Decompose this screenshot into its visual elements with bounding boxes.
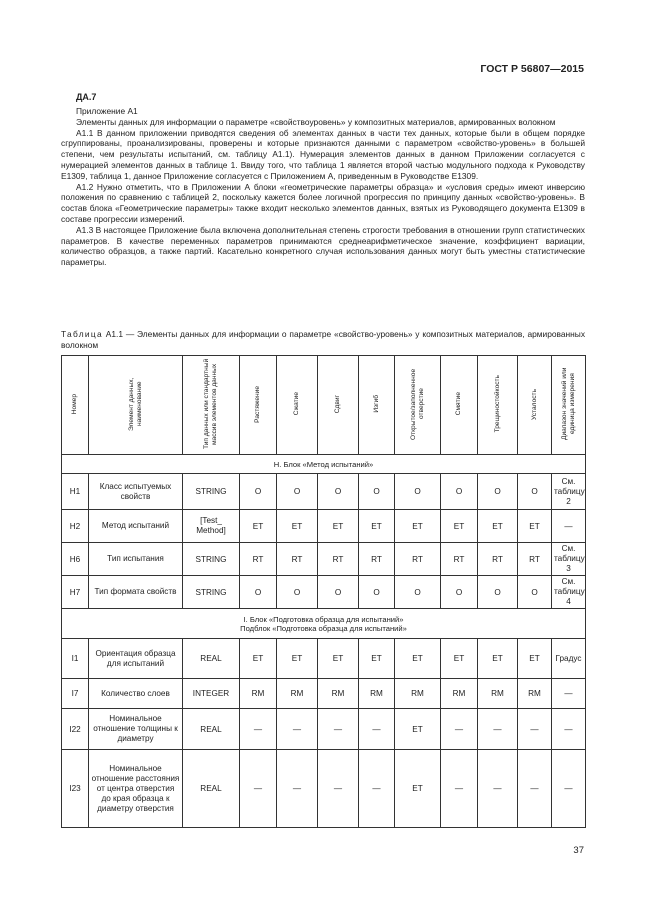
row-value: O bbox=[240, 576, 277, 609]
table-row bbox=[62, 709, 586, 750]
col-header-shear: Сдвиг bbox=[318, 356, 359, 455]
table-row bbox=[62, 543, 586, 576]
row-value: — bbox=[277, 709, 318, 750]
row-value: O bbox=[277, 576, 318, 609]
row-data-type: INTEGER bbox=[183, 679, 240, 709]
row-element-name: Тип формата свойств bbox=[89, 576, 183, 609]
row-value: RM bbox=[318, 679, 359, 709]
block-i-line2: Подблок «Подготовка образца для испытаний» bbox=[240, 623, 407, 633]
row-element-name: Номинальное отношение толщины к диаметру bbox=[89, 709, 183, 750]
table-caption bbox=[61, 329, 585, 350]
row-value: RT bbox=[318, 543, 359, 576]
row-value: ET bbox=[478, 639, 518, 679]
row-number: I1 bbox=[62, 639, 89, 679]
row-value: ET bbox=[318, 510, 359, 543]
row-value: RM bbox=[359, 679, 395, 709]
block-row-i bbox=[62, 609, 586, 639]
row-number: I23 bbox=[62, 750, 89, 828]
row-number: Н2 bbox=[62, 510, 89, 543]
row-range: См. таблицу 4 bbox=[552, 576, 586, 609]
row-value: O bbox=[395, 576, 441, 609]
col-header-hole: Открытое/заполненное отверстие bbox=[395, 356, 441, 455]
row-range: См. таблицу 2 bbox=[552, 474, 586, 510]
row-value: O bbox=[240, 474, 277, 510]
paragraph-a1-3: А1.3 В настоящее Приложение была включена дополнительная степень строгости требования в отношении групп статистических параметров. В качестве переменных параметров принимаются среднеарифметическое значение, коэффициент вариации, количество образцов, а также партий. Касательно конкретного случая использования данных могут быть уместны статистические параметры. bbox=[61, 224, 585, 268]
row-value: — bbox=[318, 750, 359, 828]
row-value: ET bbox=[395, 750, 441, 828]
row-element-name: Класс испытуемых свойств bbox=[89, 474, 183, 510]
row-value: ET bbox=[277, 510, 318, 543]
section-title: ДА.7 bbox=[76, 92, 97, 102]
row-value: RM bbox=[277, 679, 318, 709]
row-value: — bbox=[240, 709, 277, 750]
col-header-number: Номер bbox=[62, 356, 89, 455]
row-data-type: STRING bbox=[183, 576, 240, 609]
row-element-name: Количество слоев bbox=[89, 679, 183, 709]
row-value: RT bbox=[277, 543, 318, 576]
row-value: — bbox=[240, 750, 277, 828]
row-value: RT bbox=[359, 543, 395, 576]
row-value: ET bbox=[359, 639, 395, 679]
paragraph-a1-2: А1.2 Нужно отметить, что в Приложении А блоки «геометрические параметры образца» и «условия среды» имеют инверсию положения по сравнению с таблицей 2, поскольку кажется более логичной прогрессия по принципу данных «свойство-уровень». В состав блока «Геометрические параметры» также входит несколько элементов данных, взятых из Руководящего документа Е1309 в составе прогрессии измерений. bbox=[61, 181, 585, 224]
page-number: 37 bbox=[573, 845, 584, 856]
row-range: — bbox=[552, 679, 586, 709]
row-value: — bbox=[441, 709, 478, 750]
table-caption-text: А1.1 — Элементы данных для информации о параметре «свойство-уровень» у композитных материалов, армированных волокном bbox=[61, 329, 586, 350]
row-value: ET bbox=[359, 510, 395, 543]
row-value: ET bbox=[441, 510, 478, 543]
row-value: RM bbox=[240, 679, 277, 709]
col-header-tension: Растяжение bbox=[240, 356, 277, 455]
row-data-type: [Test_ Method] bbox=[183, 510, 240, 543]
row-value: ET bbox=[240, 639, 277, 679]
row-value: ET bbox=[441, 639, 478, 679]
row-value: ET bbox=[395, 709, 441, 750]
row-element-name: Метод испытаний bbox=[89, 510, 183, 543]
standard-header: ГОСТ Р 56807—2015 bbox=[480, 63, 584, 75]
row-value: RM bbox=[518, 679, 552, 709]
row-value: O bbox=[441, 576, 478, 609]
row-value: O bbox=[518, 576, 552, 609]
row-value: ET bbox=[240, 510, 277, 543]
col-header-bending: Изгиб bbox=[359, 356, 395, 455]
table-row bbox=[62, 639, 586, 679]
row-value: ET bbox=[518, 639, 552, 679]
row-value: O bbox=[359, 474, 395, 510]
row-element-name: Тип испытания bbox=[89, 543, 183, 576]
row-data-type: STRING bbox=[183, 543, 240, 576]
table-row bbox=[62, 510, 586, 543]
col-header-name: Элемент данных, наименование bbox=[89, 356, 183, 455]
row-value: ET bbox=[518, 510, 552, 543]
row-value: RT bbox=[518, 543, 552, 576]
row-range: — bbox=[552, 510, 586, 543]
row-value: — bbox=[478, 750, 518, 828]
row-value: O bbox=[518, 474, 552, 510]
row-value: RM bbox=[395, 679, 441, 709]
row-value: ET bbox=[277, 639, 318, 679]
table-row bbox=[62, 750, 586, 828]
row-value: — bbox=[478, 709, 518, 750]
row-value: — bbox=[359, 709, 395, 750]
col-header-compression: Сжатие bbox=[277, 356, 318, 455]
row-value: ET bbox=[395, 639, 441, 679]
appendix-subtitle: Элементы данных для информации о параметре «свойствоуровень» у композитных материалов, армированных волокном bbox=[76, 116, 556, 127]
row-value: RT bbox=[441, 543, 478, 576]
row-value: RT bbox=[240, 543, 277, 576]
row-number: Н6 bbox=[62, 543, 89, 576]
row-value: — bbox=[518, 750, 552, 828]
row-value: — bbox=[441, 750, 478, 828]
row-data-type: REAL bbox=[183, 639, 240, 679]
col-header-range: Диапазон значений или единица измерения bbox=[552, 356, 586, 455]
row-data-type: REAL bbox=[183, 709, 240, 750]
row-range: — bbox=[552, 709, 586, 750]
row-range: См. таблицу 3 bbox=[552, 543, 586, 576]
row-range: Градус bbox=[552, 639, 586, 679]
col-header-fatigue: Усталость bbox=[518, 356, 552, 455]
row-data-type: REAL bbox=[183, 750, 240, 828]
body-text bbox=[61, 106, 585, 268]
row-value: RM bbox=[441, 679, 478, 709]
row-value: RM bbox=[478, 679, 518, 709]
table-row bbox=[62, 474, 586, 510]
row-value: O bbox=[395, 474, 441, 510]
row-data-type: STRING bbox=[183, 474, 240, 510]
table-row bbox=[62, 576, 586, 609]
paragraph-a1-1: А1.1 В данном приложении приводятся сведения об элементах данных в части тех данных, которые были в общем порядке сгруппированы, проанализированы, проверены и которые признаются данными с параметром «свойство-уровень» в большей степени, чем результаты испытаний, см. таблицу А1.1). Нумерация элементов данных в данном Приложении согласуется с нумерацией элементов данных в таблице 1. Ввиду того, что таблица 1 является второй частью модульного подхода к Руководству Е1309, таблица 1, данное Приложение согласуется с Приложением А, приведенным в Руководстве Е1309. bbox=[61, 127, 585, 181]
row-value: RT bbox=[478, 543, 518, 576]
row-value: ET bbox=[318, 639, 359, 679]
table-row bbox=[62, 679, 586, 709]
row-element-name: Номинальное отношение расстояния от центра отверстия до края образца к диаметру отверстия bbox=[89, 750, 183, 828]
col-header-bearing: Смятие bbox=[441, 356, 478, 455]
row-value: — bbox=[318, 709, 359, 750]
table-header-row bbox=[62, 356, 586, 455]
row-value: RT bbox=[395, 543, 441, 576]
row-value: O bbox=[318, 474, 359, 510]
row-value: — bbox=[277, 750, 318, 828]
data-elements-table bbox=[61, 355, 586, 828]
col-header-toughness: Трещиностойкость bbox=[478, 356, 518, 455]
row-element-name: Ориентация образца для испытаний bbox=[89, 639, 183, 679]
row-value: O bbox=[359, 576, 395, 609]
row-value: O bbox=[478, 576, 518, 609]
row-value: — bbox=[518, 709, 552, 750]
block-i-line1: I. Блок «Подготовка образца для испытаний» bbox=[243, 614, 404, 624]
appendix-title: Приложение А1 bbox=[76, 106, 138, 116]
block-row-h bbox=[62, 455, 586, 474]
block-i-label bbox=[62, 609, 586, 639]
col-header-type: Тип данных или стандартный массив элементов данных bbox=[183, 356, 240, 455]
block-h-label: Н. Блок «Метод испытаний» bbox=[62, 455, 586, 474]
row-value: O bbox=[441, 474, 478, 510]
row-value: — bbox=[359, 750, 395, 828]
row-value: O bbox=[478, 474, 518, 510]
row-number: Н1 bbox=[62, 474, 89, 510]
row-value: ET bbox=[478, 510, 518, 543]
row-range: — bbox=[552, 750, 586, 828]
table-caption-label: Таблица bbox=[61, 329, 103, 339]
row-value: ET bbox=[395, 510, 441, 543]
row-value: O bbox=[318, 576, 359, 609]
row-number: I22 bbox=[62, 709, 89, 750]
row-number: Н7 bbox=[62, 576, 89, 609]
row-number: I7 bbox=[62, 679, 89, 709]
row-value: O bbox=[277, 474, 318, 510]
